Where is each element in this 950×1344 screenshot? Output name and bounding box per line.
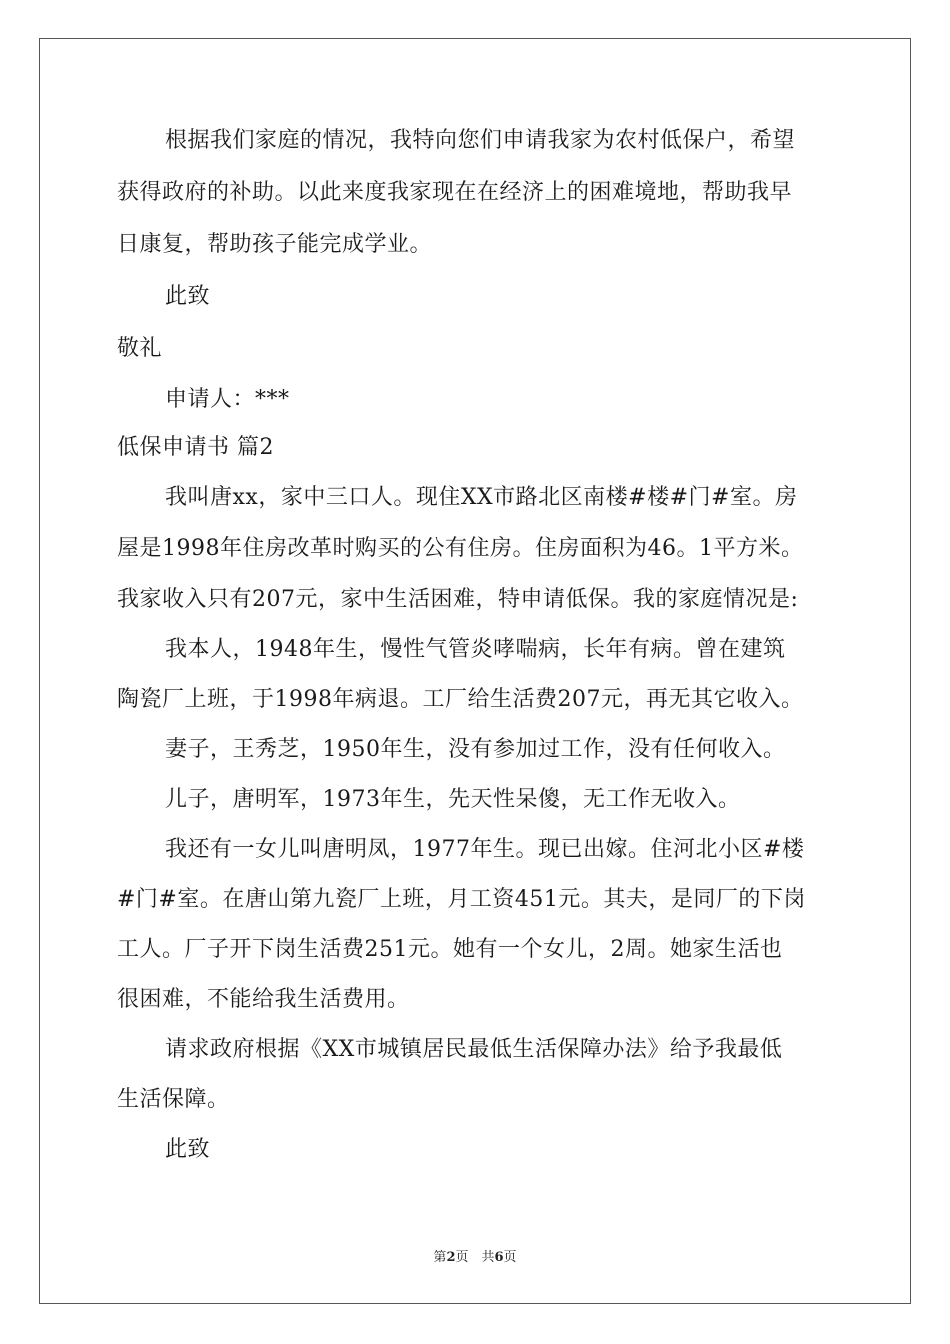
- page-suffix: 页: [503, 1250, 517, 1265]
- text-line: 生活保障。: [117, 1087, 230, 1112]
- text-line: 我本人，1948年生，慢性气管炎哮喘病，长年有病。曾在建筑: [165, 637, 786, 662]
- text-line: 屋是1998年住房改革时购买的公有住房。住房面积为46。1平方米。: [117, 536, 804, 561]
- text-line: 请求政府根据《XX市城镇居民最低生活保障办法》给予我最低: [165, 1037, 783, 1062]
- text-line: 获得政府的补助。以此来度我家现在在经济上的困难境地，帮助我早: [117, 180, 793, 205]
- page-mid: 页 共: [455, 1250, 495, 1265]
- current-page-number: 2: [446, 1250, 456, 1265]
- page-number-footer: [0, 1246, 950, 1265]
- text-line: 我家收入只有207元，家中生活困难，特申请低保。我的家庭情况是:: [117, 587, 799, 612]
- text-line: 我还有一女儿叫唐明凤，1977年生。现已出嫁。住河北小区#楼: [165, 837, 805, 862]
- text-line: 很困难，不能给我生活费用。: [117, 987, 410, 1012]
- closing-line: 此致: [165, 284, 211, 309]
- section-heading: 低保申请书 篇2: [117, 435, 274, 460]
- salutation-line: 敬礼: [117, 336, 163, 361]
- total-page-number: 6: [494, 1250, 504, 1265]
- page-prefix: 第: [433, 1250, 447, 1265]
- text-line: #门#室。在唐山第九瓷厂上班，月工资451元。其夫，是同厂的下岗: [117, 887, 806, 912]
- text-line: 我叫唐xx，家中三口人。现住XX市路北区南楼#楼#门#室。房: [165, 485, 798, 510]
- text-line: 儿子，唐明军，1973年生，先天性呆傻，无工作无收入。: [165, 787, 741, 812]
- text-line: 工人。厂子开下岗生活费251元。她有一个女儿，2周。她家生活也: [117, 937, 783, 962]
- applicant-line: 申请人：***: [165, 387, 290, 412]
- text-line: 日康复，帮助孩子能完成学业。: [117, 232, 433, 257]
- text-line: 根据我们家庭的情况，我特向您们申请我家为农村低保户，希望: [165, 128, 796, 153]
- text-line: 妻子，王秀芝，1950年生，没有参加过工作，没有任何收入。: [165, 737, 786, 762]
- closing-line: 此致: [165, 1137, 211, 1162]
- text-line: 陶瓷厂上班，于1998年病退。工厂给生活费207元，再无其它收入。: [117, 687, 804, 712]
